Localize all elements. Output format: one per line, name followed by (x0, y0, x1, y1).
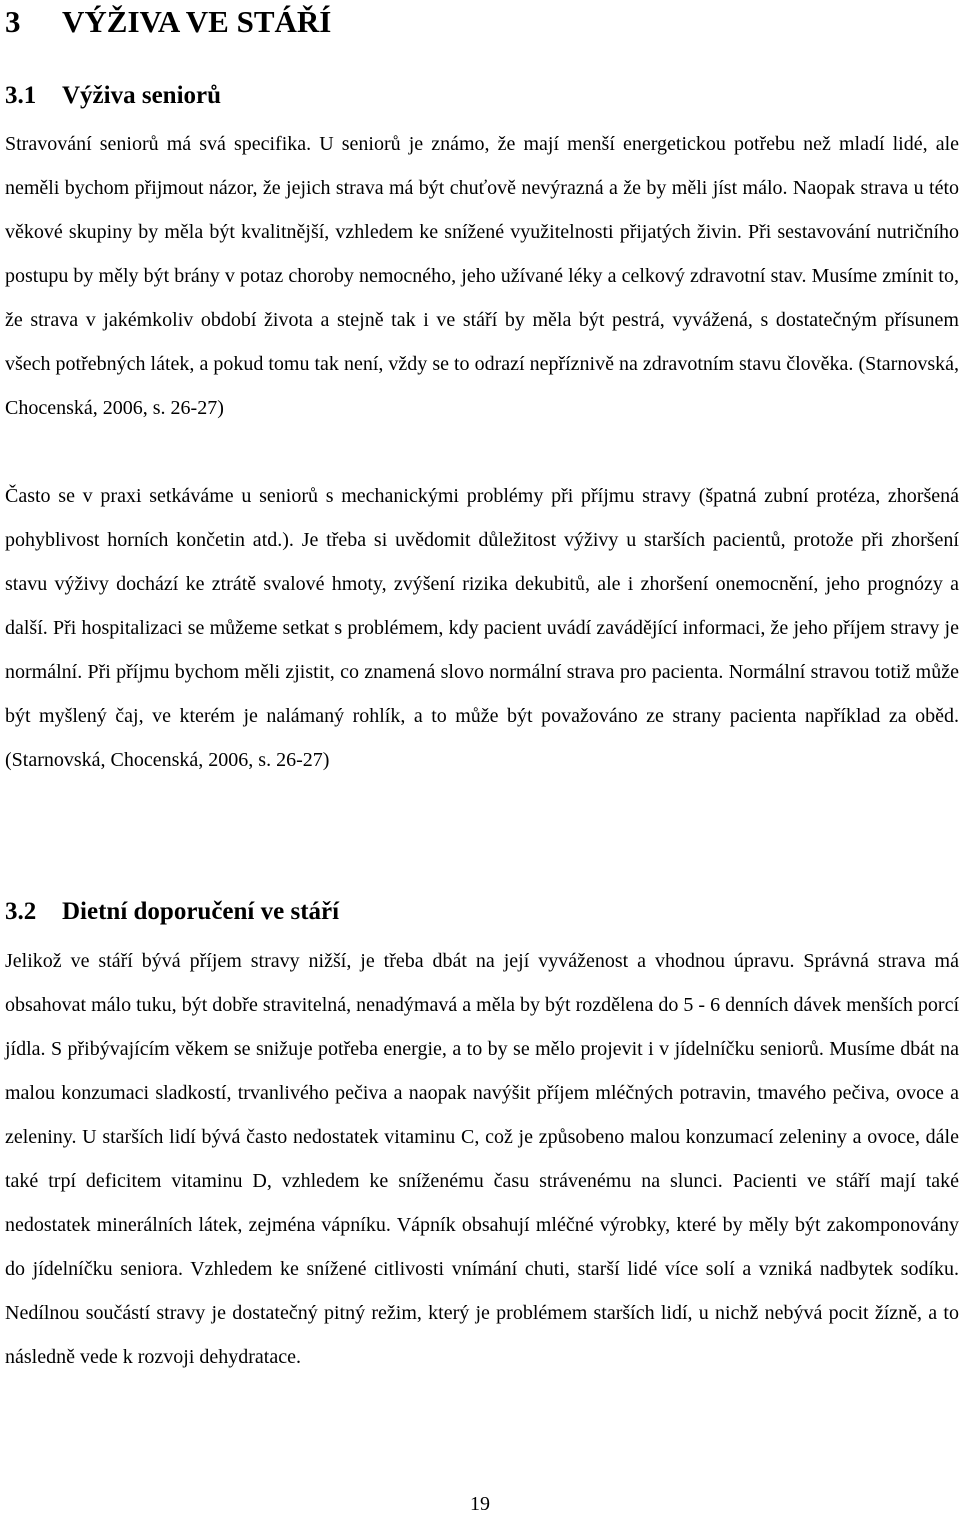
chapter-heading (5, 2, 331, 42)
section-number: 3.1 (5, 82, 37, 109)
section-heading-3-1 (5, 80, 221, 112)
section-title: Dietní doporučení ve stáří (62, 898, 340, 925)
paragraph: Jelikož ve stáří bývá příjem stravy nižší, je třeba dbát na její vyváženost a vhodnou úpravu. Správná strava má obsahovat málo tuku, být dobře stravitelná, nenadýmavá a měla by být rozdělena do 5 - 6 denních dávek menších porcí jídla. S přibývajícím věkem se snižuje potřeba energie, a to by se mělo projevit i v jídelníčku seniorů. Musíme dbát na malou konzumaci sladkostí, trvanlivého pečiva a naopak navýšit příjem mléčných potravin, tmavého pečiva, ovoce a zeleniny. U starších lidí bývá často nedostatek vitaminu C, což je způsobeno malou konzumací zeleniny a ovoce, dále také trpí deficitem vitaminu D, vzhledem ke sníženému času strávenému na slunci. Pacienti ve stáří mají také nedostatek minerálních látek, zejména vápníku. Vápník obsahují mléčné výrobky, které by měly být zakomponovány do jídelníčku seniora. Vzhledem ke snížené citlivosti vnímání chuti, starší lidé více solí a vzniká nadbytek sodíku. Nedílnou součástí stravy je dostatečný pitný režim, který je problémem starších lidí, u nichž nebývá pocit žízně, a to následně vede k rozvoji dehydratace. (5, 950, 959, 1368)
paragraph: Stravování seniorů má svá specifika. U seniorů je známo, že mají menší energetickou potřebu než mladí lidé, ale neměli bychom přijmout názor, že jejich strava má být chuťově nevýrazná a že by měli jíst málo. Naopak strava u této věkové skupiny by měla být kvalitnější, vzhledem ke snížené využitelnosti přijatých živin. Při sestavování nutričního postupu by měly být brány v potaz choroby nemocného, jeho užívané léky a celkový zdravotní stav. Musíme zmínit to, že strava v jakémkoliv období života a stejně tak i ve stáří by měla být pestrá, vyvážená, s dostatečným přísunem všech potřebných látek, a pokud tomu tak není, vždy se to odrazí nepříznivě na zdravotním stavu člověka. (Starnovská, Chocenská, 2006, s. 26-27) (5, 133, 959, 419)
page-number: 19 (470, 1493, 490, 1515)
section-number: 3.2 (5, 898, 37, 925)
chapter-number: 3 (5, 4, 21, 39)
section-heading-3-2 (5, 896, 339, 928)
paragraph: Často se v praxi setkáváme u seniorů s mechanickými problémy při příjmu stravy (špatná zubní protéza, zhoršená pohyblivost horních končetin atd.). Je třeba si uvědomit důležitost výživy u starších pacientů, protože při zhoršení stavu výživy dochází ke ztrátě svalové hmoty, zvýšení rizika dekubitů, ale i zhoršení onemocnění, jeho prognózy a další. Při hospitalizaci se můžeme setkat s problémem, kdy pacient uvádí zavádějící informaci, že jeho příjem stravy je normální. Při příjmu bychom měli zjistit, co znamená slovo normální strava pro pacienta. Normální stravou totiž může být myšlený čaj, ve kterém je nalámaný rohlík, a to může být považováno ze strany pacienta například za oběd. (Starnovská, Chocenská, 2006, s. 26-27) (5, 485, 959, 771)
section-title: Výživa seniorů (62, 82, 222, 109)
chapter-title: VÝŽIVA VE STÁŘÍ (62, 4, 332, 39)
